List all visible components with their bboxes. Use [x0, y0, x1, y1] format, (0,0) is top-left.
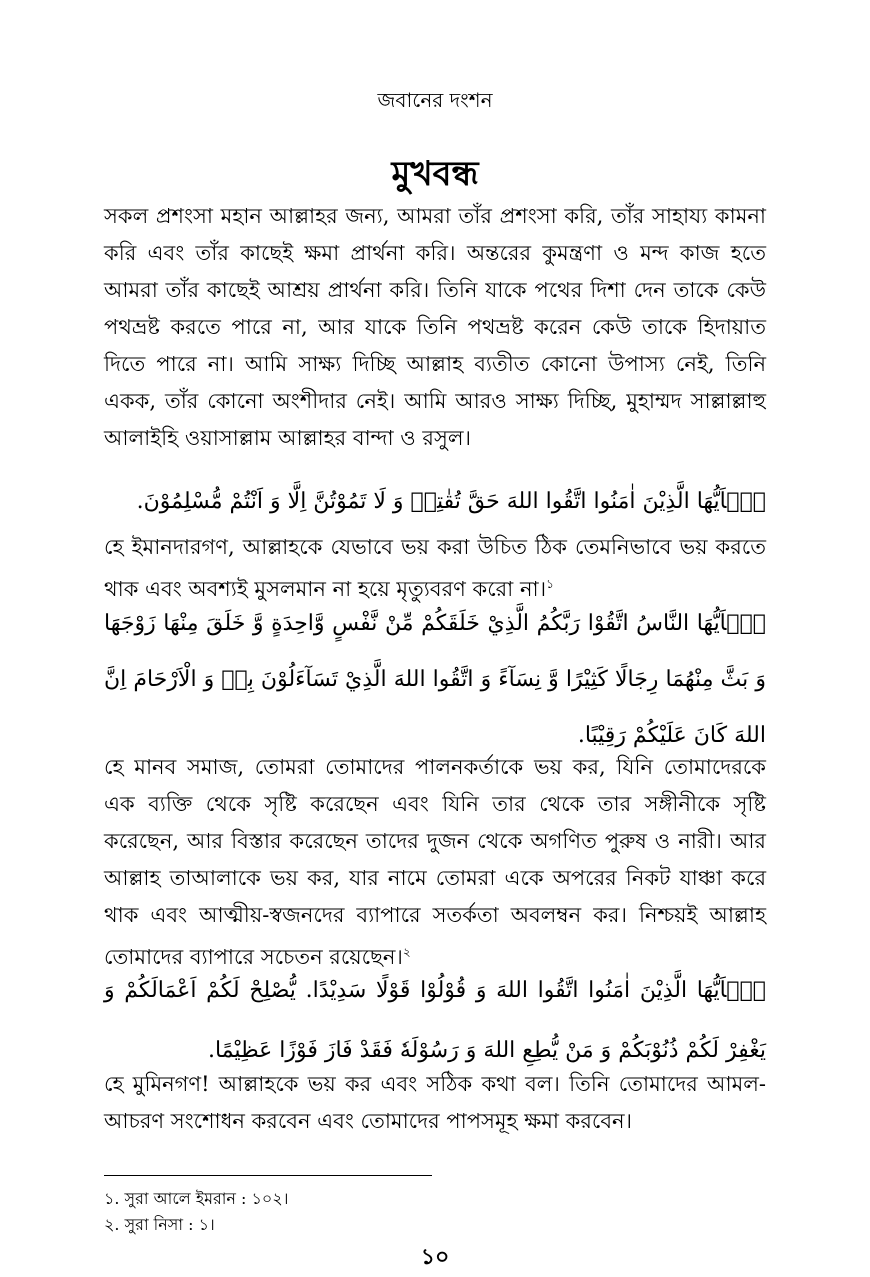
footnote-marker-2: ২	[402, 945, 411, 959]
paragraph-praise: সকল প্রশংসা মহান আল্লাহর জন্য, আমরা তাঁর প্রশংসা করি, তাঁর সাহায্য কামনা করি এবং তাঁর কাছেই ক্ষমা প্রার্থনা করি। অন্তরের কুমন্ত্রণা ও মন্দ কাজ হতে আমরা তাঁর কাছেই আশ্রয় প্রার্থনা করি। তিনি যাকে পথের দিশা দেন তাকে কেউ পথভ্রষ্ট করতে পারে না, আর যাকে তিনি পথভ্রষ্ট করেন কেউ তাকে হিদায়াত দিতে পারে না। আমি সাক্ষ্য দিচ্ছি আল্লাহ ব্যতীত কোনো উপাস্য নেই, তিনি একক, তাঁর কোনো অংশীদার নেই। আমি আরও সাক্ষ্য দিচ্ছি, মুহাম্মদ সাল্লাল্লাহু আলাইহি ওয়াসাল্লাম আল্লাহর বান্দা ও রসুল।	[104, 204, 766, 450]
translation-2	[104, 749, 766, 976]
footnote-rule	[104, 1175, 432, 1176]
running-head: জবানের দংশন	[377, 88, 493, 112]
translation-3: হে মুমিনগণ! আল্লাহকে ভয় কর এবং সঠিক কথা বল। তিনি তোমাদের আমল-আচরণ সংশোধন করবেন এবং তোমাদের পাপসমূহ ক্ষমা করবেন।	[104, 1072, 766, 1133]
translation-1-text: হে ইমানদারগণ, আল্লাহকে যেভাবে ভয় করা উচিত ঠিক তেমনিভাবে ভয় করতে থাক এবং অবশ্যই মুসলমান না হয়ে মৃত্যুবরণ করো না।	[104, 535, 766, 601]
arabic-verse-2: يٰۤاَيُّهَا النَّاسُ اتَّقُوْا رَبَّكُمُ الَّذِيْ خَلَقَكُمْ مِّنْ نَّفْسٍ وَّاحِدَةٍ وَّ خَلَقَ مِنْهَا زَوْجَهَا وَ بَثَّ مِنْهُمَا رِجَالًا كَثِيْرًا وَّ نِسَآءً وَ اتَّقُوا اللهَ الَّذِيْ تَسَآءَلُوْنَ بِهٖ وَ الْاَرْحَامَ اِنَّ اللهَ كَانَ عَلَيْكُمْ رَقِيْبًا.	[104, 611, 766, 748]
page-number: ১০	[420, 1244, 450, 1270]
footnote-1: ১. সুরা আলে ইমরান : ১০২।	[104, 1189, 289, 1208]
arabic-verse-3: يٰۤاَيُّهَا الَّذِيْنَ اٰمَنُوا اتَّقُوا اللهَ وَ قُوْلُوْا قَوْلًا سَدِيْدًا. يُّصْلِحْ لَكُمْ اَعْمَالَكُمْ وَ يَغْفِرْ لَكُمْ ذُنُوْبَكُمْ وَ مَنْ يُّطِعِ اللهَ وَ رَسُوْلَهٗ فَقَدْ فَازَ فَوْزًا عَظِيْمًا.	[104, 978, 766, 1063]
arabic-verse-1: يٰۤاَيُّهَا الَّذِيْنَ اٰمَنُوا اتَّقُوا اللهَ حَقَّ تُقٰتِهٖ وَ لَا تَمُوْتُنَّ اِلَّا وَ اَنْتُمْ مُّسْلِمُوْنَ.	[136, 489, 766, 514]
translation-2-text: হে মানব সমাজ, তোমরা তোমাদের পালনকর্তাকে ভয় কর, যিনি তোমাদেরকে এক ব্যক্তি থেকে সৃষ্টি করেছেন এবং যিনি তার থেকে তার সঙ্গীনীকে সৃষ্টি করেছেন, আর বিস্তার করেছেন তাদের দুজন থেকে অগণিত পুরুষ ও নারী। আর আল্লাহ তাআলাকে ভয় কর, যার নামে তোমরা একে অপরের নিকট যাঞ্চা করে থাক এবং আত্মীয়-স্বজনদের ব্যাপারে সতর্কতা অবলম্বন কর। নিশ্চয়ই আল্লাহ তোমাদের ব্যাপারে সচেতন রয়েছেন।	[104, 755, 766, 969]
chapter-title: মুখবন্ধ	[391, 154, 479, 194]
footnote-marker-1: ১	[546, 577, 554, 591]
footnote-2: ২. সুরা নিসা : ১।	[104, 1215, 215, 1234]
